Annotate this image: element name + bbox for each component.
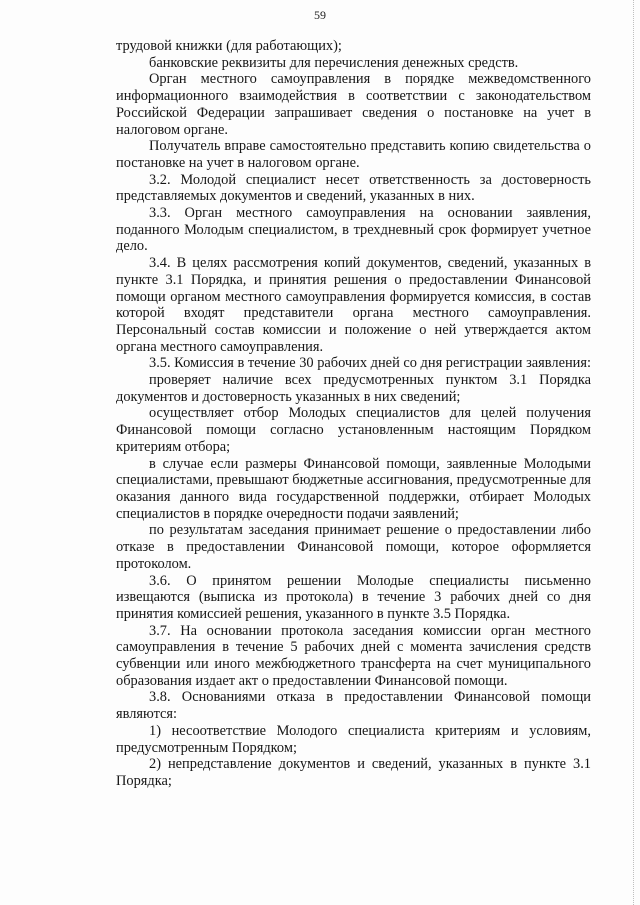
paragraph: проверяет наличие всех предусмотренных пунктом 3.1 Порядка документов и достоверность указанных в них сведений; <box>116 372 591 405</box>
paragraph: 2) непредставление документов и сведений, указанных в пункте 3.1 Порядка; <box>116 756 591 789</box>
paragraph: Орган местного самоуправления в порядке межведомственного информационного взаимодействия в соответствии с законодательством Российской Федерации запрашивает сведения о постановке на учет в налоговом органе. <box>116 71 591 138</box>
paragraph: 3.2. Молодой специалист несет ответственность за достоверность представляемых документов и сведений, указанных в них. <box>116 171 591 205</box>
page-number: 59 <box>314 8 326 22</box>
paragraph: трудовой книжки (для работающих); <box>116 38 342 54</box>
paragraph: 1) несоответствие Молодого специалиста критериям и условиям, предусмотренным Порядком; <box>116 722 591 756</box>
paragraph: 3.8. Основаниями отказа в предоставлении Финансовой помощи являются: <box>116 689 591 723</box>
paragraph: 3.5. Комиссия в течение 30 рабочих дней со дня регистрации заявления: <box>149 355 591 372</box>
paragraph: 3.3. Орган местного самоуправления на основании заявления, поданного Молодым специалистом, в трехдневный срок формирует учетное дело. <box>116 205 591 255</box>
paragraph: банковские реквизиты для перечисления денежных средств. <box>149 54 519 71</box>
document-body <box>116 38 591 790</box>
paragraph: 3.4. В целях рассмотрения копий документов, сведений, указанных в пункте 3.1 Порядка, и принятия решения о предоставлении Финансовой помощи органом местного самоуправления формируется комиссия, в состав которой входят представители органа местного самоуправления. Персональный состав комиссии и положение о ней утверждается актом органа местного самоуправления. <box>116 255 591 355</box>
paragraph: в случае если размеры Финансовой помощи, заявленные Молодыми специалистами, превышают бюджетные ассигнования, предусмотренные для оказания данного вида государственной поддержки, отбирает Молодых специалистов в порядке очередности подачи заявлений; <box>116 455 591 522</box>
paragraph: 3.7. На основании протокола заседания комиссии орган местного самоуправления в течение 5 рабочих дней с момента зачисления средств субвенции или иного межбюджетного трансферта на счет муниципального образования издает акт о предоставлении Финансовой помощи. <box>116 622 591 689</box>
paragraph: 3.6. О принятом решении Молодые специалисты письменно извещаются (выписка из протокола) в течение 3 рабочих дней со дня принятия комиссией решения, указанного в пункте 3.5 Порядка. <box>116 572 591 622</box>
paragraph: осуществляет отбор Молодых специалистов для целей получения Финансовой помощи согласно установленным настоящим Порядком критериям отбора; <box>116 405 591 455</box>
paragraph: по результатам заседания принимает решение о предоставлении либо отказе в предоставлении Финансовой помощи, которое оформляется протоколом. <box>116 522 591 572</box>
paragraph: Получатель вправе самостоятельно представить копию свидетельства о постановке на учет в налоговом органе. <box>116 138 591 171</box>
page-edge <box>633 0 640 905</box>
